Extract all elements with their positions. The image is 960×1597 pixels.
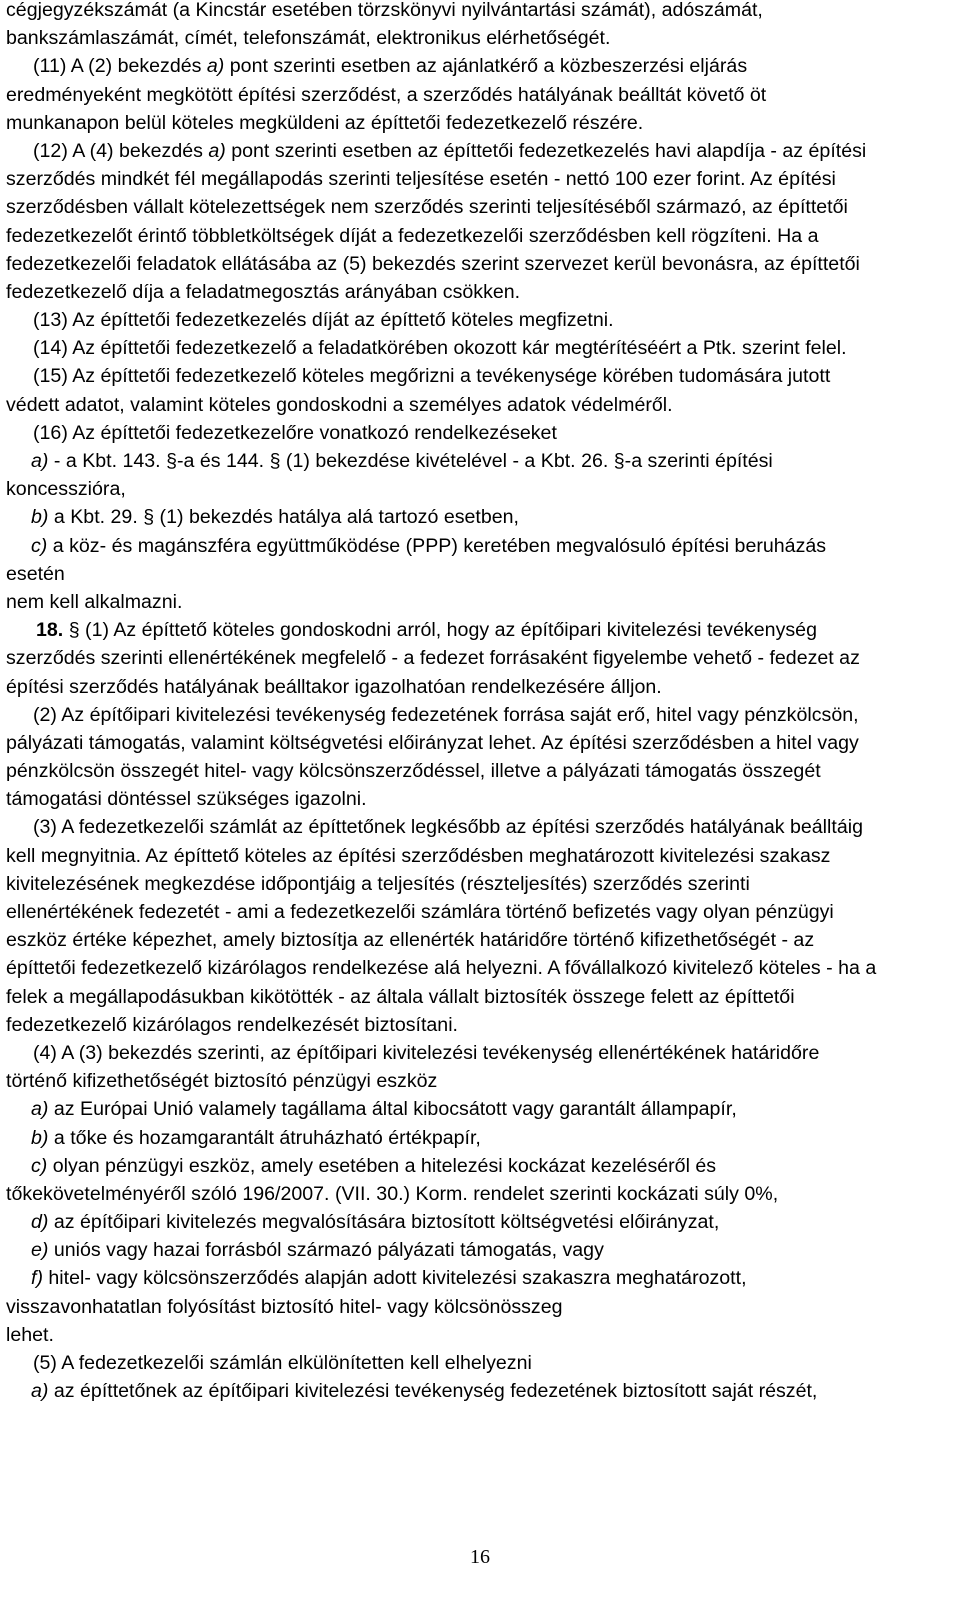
- paragraph-18-4: (4) A (3) bekezdés szerinti, az építőipari kivitelezési tevékenység ellenértékének határidőre: [33, 1041, 820, 1064]
- list-item-e: e) uniós vagy hazai forrásból származó pályázati támogatás, vagy: [31, 1239, 604, 1262]
- text-line: nem kell alkalmazni.: [6, 590, 183, 613]
- text-line: építtetői fedezetkezelő kizárólagos rendelkezése alá helyezni. A fővállalkozó kivitelező köteles - ha a: [6, 957, 877, 980]
- text-line: visszavonhatatlan folyósítást biztosító hitel- vagy kölcsönösszeg: [6, 1295, 563, 1318]
- text-line: szerződés mindkét fél megállapodás szerinti teljesítése esetén - nettó 100 ezer forint. Az építési: [6, 168, 836, 191]
- text-line: fedezetkezelőt érintő többletköltségek díját a fedezetkezelői szerződésben kell rögzíteni. Ha a: [6, 224, 819, 247]
- list-item-c: c) olyan pénzügyi eszköz, amely esetében a hitelezési kockázat kezeléséről és: [31, 1154, 717, 1177]
- text-line: tőkekövetelményéről szóló 196/2007. (VII. 30.) Korm. rendelet szerinti kockázati súly 0%,: [6, 1182, 779, 1205]
- text-line: bankszámlaszámát, címét, telefonszámát, elektronikus elérhetőségét.: [6, 27, 611, 50]
- text-line: lehet.: [6, 1323, 54, 1346]
- list-item-a: a) - a Kbt. 143. §-a és 144. § (1) bekezdése kivételével - a Kbt. 26. §-a szerinti építési: [31, 450, 773, 472]
- paragraph-12: (12) A (4) bekezdés a) pont szerinti esetben az építtetői fedezetkezelés havi alapdíja - az építési: [33, 139, 867, 162]
- text-line: történő kifizethetőségét biztosító pénzügyi eszköz: [6, 1070, 438, 1093]
- text-line: szerződésben vállalt kötelezettségek nem szerződés szerinti teljesítéséből származó, az építtetői: [6, 196, 848, 219]
- text-line: munkanapon belül köteles megküldeni az építtetői fedezetkezelő részére.: [6, 111, 644, 134]
- text-line: fedezetkezelő kizárólagos rendelkezését biztosítani.: [6, 1013, 459, 1036]
- document-body: [6, 0, 952, 1405]
- paragraph-14: (14) Az építtetői fedezetkezelő a feladatkörében okozott kár megtérítéséért a Ptk. szerint felel.: [33, 337, 847, 360]
- text-line: szerződés szerinti ellenértékének megfelelő - a fedezet forrásaként figyelembe vehető - fedezet az: [6, 647, 860, 670]
- list-item-f: f) hitel- vagy kölcsönszerződés alapján adott kivitelezési szakaszra meghatározott,: [31, 1267, 747, 1290]
- paragraph-18-2: (2) Az építőipari kivitelezési tevékenység fedezetének forrása saját erő, hitel vagy pénzkölcsön,: [33, 703, 859, 726]
- paragraph-11: (11) A (2) bekezdés a) pont szerinti esetben az ajánlatkérő a közbeszerzési eljárás: [33, 55, 748, 78]
- paragraph-13: (13) Az építtetői fedezetkezelés díját az építtető köteles megfizetni.: [33, 309, 614, 332]
- list-item-c: c) a köz- és magánszféra együttműködése (PPP) keretében megvalósuló építési beruházás: [31, 534, 827, 557]
- paragraph-18-3: (3) A fedezetkezelői számlát az építtetőnek legkésőbb az építési szerződés hatályának beálltáig: [33, 816, 863, 839]
- text-line: eszköz értéke képezhet, amely biztosítja az ellenérték határidőre történő kifizethetőségét - az: [6, 929, 815, 952]
- list-item-a: a) az építtetőnek az építőipari kivitelezési tevékenység fedezetének biztosított saját részét,: [31, 1380, 818, 1403]
- list-item-a: a) az Európai Unió valamely tagállama által kibocsátott vagy garantált állampapír,: [31, 1098, 737, 1121]
- text-line: ellenértékének fedezetét - ami a fedezetkezelői számlára történő befizetés vagy olyan pénzügyi: [6, 901, 834, 923]
- list-item-d: d) az építőipari kivitelezés megvalósítására biztosított költségvetési előirányzat,: [31, 1211, 720, 1234]
- text-line: kell megnyitnia. Az építtető köteles az építési szerződésben meghatározott kivitelezési szakasz: [6, 844, 831, 867]
- text-line: fedezetkezelői feladatok ellátásába az (5) bekezdés szerint szervezet kerül bevonásra, az építtetői: [6, 252, 860, 275]
- text-line: felek a megállapodásukban kikötötték - az általa vállalt biztosíték összege felett az építtetői: [6, 985, 795, 1008]
- text-line: védett adatot, valamint köteles gondoskodni a személyes adatok védelméről.: [6, 393, 673, 416]
- paragraph-18-5: (5) A fedezetkezelői számlán elkülönítetten kell elhelyezni: [33, 1352, 532, 1374]
- text-line: eredményeként megkötött építési szerződést, a szerződés hatályának beálltát követő öt: [6, 83, 767, 106]
- text-line: pályázati támogatás, valamint költségvetési előirányzat lehet. Az építési szerződésben a hitel vagy: [6, 731, 859, 754]
- text-line: kivitelezésének megkezdése időpontjáig a teljesítés (részteljesítés) szerződés szerinti: [6, 872, 750, 895]
- list-item-b: b) a tőke és hozamgarantált átruházható értékpapír,: [31, 1126, 481, 1149]
- text-line: cégjegyzékszámát (a Kincstár esetében törzskönyvi nyilvántartási számát), adószámát,: [6, 0, 763, 21]
- text-line: koncesszióra,: [6, 478, 126, 501]
- text-line: esetén: [6, 562, 65, 585]
- text-line: építési szerződés hatályának beálltakor igazolhatóan rendelkezésére álljon.: [6, 675, 662, 698]
- paragraph-16: (16) Az építtetői fedezetkezelőre vonatkozó rendelkezéseket: [33, 421, 557, 444]
- paragraph-15: (15) Az építtetői fedezetkezelő köteles megőrizni a tevékenysége körében tudomására jutott: [33, 365, 831, 388]
- section-18-heading: 18. § (1) Az építtető köteles gondoskodni arról, hogy az építőipari kivitelezési tevékenység: [36, 619, 817, 642]
- page-number: 16: [470, 1546, 490, 1568]
- text-line: pénzkölcsön összegét hitel- vagy kölcsönszerződéssel, illetve a pályázati támogatás összegét: [6, 760, 821, 783]
- list-item-b: b) a Kbt. 29. § (1) bekezdés hatálya alá tartozó esetben,: [31, 506, 519, 529]
- text-line: támogatási döntéssel szükséges igazolni.: [6, 788, 367, 811]
- text-line: fedezetkezelő díja a feladatmegosztás arányában csökken.: [6, 280, 521, 303]
